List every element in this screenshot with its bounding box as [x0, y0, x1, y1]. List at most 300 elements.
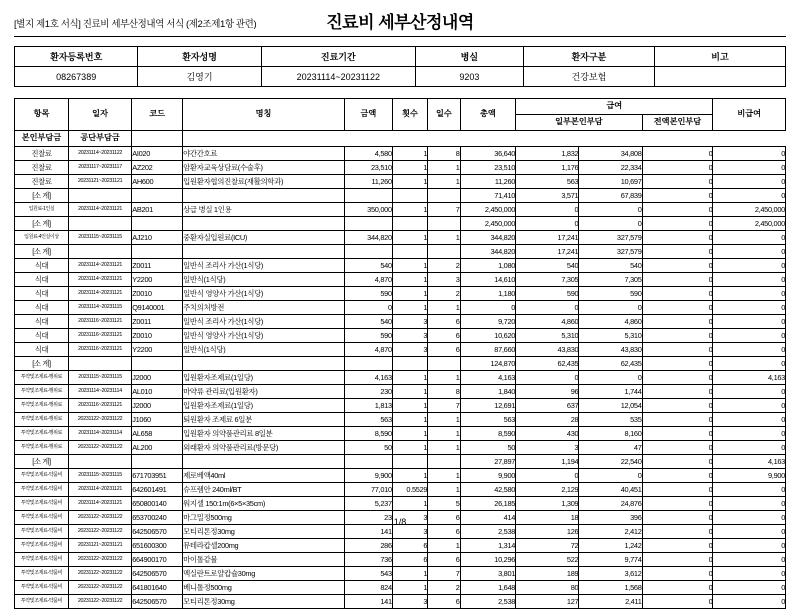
- cell-total: 1,080: [460, 259, 516, 273]
- cell-name: 입원환자협의진찰료(재활의학과): [183, 175, 345, 189]
- cell-days: 1: [428, 483, 460, 497]
- cell-item: 투약및조제료-약품비: [15, 483, 69, 497]
- subtotal-row: [15, 245, 786, 259]
- cell-days: 6: [428, 511, 460, 525]
- cell-item: 진찰료: [15, 147, 69, 161]
- cell-count: 1: [392, 259, 427, 273]
- cell-total: 36,640: [460, 147, 516, 161]
- cell-count: 3: [392, 329, 427, 343]
- table-row: [15, 469, 786, 483]
- cell-code: [132, 245, 183, 259]
- cell-item: 식대: [15, 273, 69, 287]
- cell-amount: 4,580: [344, 147, 392, 161]
- cell-name: 주치의처방전: [183, 301, 345, 315]
- cell-amount: 8,590: [344, 427, 392, 441]
- cell-days: 1: [428, 175, 460, 189]
- cell-full-self-pay: 0: [642, 343, 713, 357]
- cell-full-self-pay: 0: [642, 553, 713, 567]
- cell-name: 야간간호료: [183, 147, 345, 161]
- table-row: [15, 553, 786, 567]
- cell-days: 1: [428, 469, 460, 483]
- cell-self-pay: 0: [516, 371, 579, 385]
- cell-count: 3: [392, 525, 427, 539]
- cell-full-self-pay: 0: [642, 413, 713, 427]
- cell-code: AL200: [132, 441, 183, 455]
- cell-code: Y2200: [132, 343, 183, 357]
- cell-date: 20231117~20231117: [68, 161, 131, 175]
- cell-item: 투약및조제료-행위료: [15, 427, 69, 441]
- table-row: [15, 175, 786, 189]
- cell-non-benefit: 2,450,000: [713, 203, 786, 217]
- cell-self-pay: 126: [516, 525, 579, 539]
- cell-date: 20231114~20231121: [68, 287, 131, 301]
- cell-amount: 540: [344, 315, 392, 329]
- cell-amount: 141: [344, 525, 392, 539]
- cell-full-self-pay: 0: [642, 427, 713, 441]
- cell-date: 20231114~20231115: [68, 301, 131, 315]
- cell-total: 87,660: [460, 343, 516, 357]
- cell-count: 1: [392, 161, 427, 175]
- cell-full-self-pay: 0: [642, 441, 713, 455]
- table-row: [15, 315, 786, 329]
- cell-count: 1: [392, 441, 427, 455]
- cell-full-self-pay: 0: [642, 175, 713, 189]
- patient-info-table: [14, 46, 786, 87]
- cell-self-pay: 0: [516, 203, 579, 217]
- cell-total: 344,820: [460, 245, 516, 259]
- cell-full-self-pay: 0: [642, 287, 713, 301]
- cell-date: 20231115~20231115: [68, 231, 131, 245]
- cell-amount: 590: [344, 329, 392, 343]
- cell-count: 1: [392, 385, 427, 399]
- cell-count: 1: [392, 175, 427, 189]
- th-full-self-pay: 전액본인부담: [642, 115, 713, 131]
- cell-date: 20231122~20231122: [68, 595, 131, 609]
- cell-self-pay: 0: [516, 217, 579, 231]
- cell-date: 20231114~20231121: [68, 259, 131, 273]
- cell-date: 20231116~20231121: [68, 399, 131, 413]
- cell-total: 124,870: [460, 357, 516, 371]
- cell-count: 1: [392, 273, 427, 287]
- cell-corp-pay: 2,411: [579, 595, 642, 609]
- cell-total: 414: [460, 511, 516, 525]
- cell-amount: 11,260: [344, 175, 392, 189]
- cell-self-pay: 1,309: [516, 497, 579, 511]
- cell-count: 1: [392, 567, 427, 581]
- cell-self-pay: 18: [516, 511, 579, 525]
- cell-total: 563: [460, 413, 516, 427]
- cell-corp-pay: 5,310: [579, 329, 642, 343]
- cell-code: [132, 357, 183, 371]
- value-patient-id: 08267389: [15, 67, 138, 87]
- cell-corp-pay: 327,579: [579, 245, 642, 259]
- cell-date: 20231116~20231121: [68, 315, 131, 329]
- cell-non-benefit: 0: [713, 357, 786, 371]
- cell-non-benefit: 0: [713, 161, 786, 175]
- cell-total: 1,840: [460, 385, 516, 399]
- cell-full-self-pay: 0: [642, 315, 713, 329]
- cell-self-pay: 7,305: [516, 273, 579, 287]
- cell-corp-pay: 4,860: [579, 315, 642, 329]
- cell-count: 3: [392, 595, 427, 609]
- cell-total: 10,296: [460, 553, 516, 567]
- cell-count: 1: [392, 497, 427, 511]
- cell-item: 식대: [15, 343, 69, 357]
- cell-full-self-pay: 0: [642, 399, 713, 413]
- th-count: 횟수: [392, 99, 427, 131]
- cell-full-self-pay: 0: [642, 217, 713, 231]
- cell-date: [68, 189, 131, 203]
- table-row: [15, 497, 786, 511]
- value-patient-type: 건강보험: [523, 67, 654, 87]
- cell-item: 진찰료: [15, 175, 69, 189]
- cell-amount: [344, 189, 392, 203]
- table-row: [15, 539, 786, 553]
- cell-amount: 23: [344, 511, 392, 525]
- cell-name: 상급 병실 1인용: [183, 203, 345, 217]
- cell-item: 투약및조제료-행위료: [15, 413, 69, 427]
- cell-count: 3: [392, 315, 427, 329]
- cell-days: 1: [428, 427, 460, 441]
- cell-self-pay: 17,241: [516, 231, 579, 245]
- cell-corp-pay: 9,774: [579, 553, 642, 567]
- table-row: [15, 427, 786, 441]
- cell-self-pay: 189: [516, 567, 579, 581]
- cell-code: 664900170: [132, 553, 183, 567]
- cell-corp-pay: 0: [579, 203, 642, 217]
- cell-self-pay: 2,129: [516, 483, 579, 497]
- cell-full-self-pay: 0: [642, 525, 713, 539]
- cell-amount: 590: [344, 287, 392, 301]
- cell-name: 입원환자조제료(1일당): [183, 399, 345, 413]
- cell-corp-pay: 535: [579, 413, 642, 427]
- cell-non-benefit: 0: [713, 189, 786, 203]
- charge-rows: [15, 147, 786, 609]
- cell-total: 42,580: [460, 483, 516, 497]
- cell-non-benefit: 9,900: [713, 469, 786, 483]
- cell-name: 퇴원환자 조제료 6일분: [183, 413, 345, 427]
- cell-self-pay: 5,310: [516, 329, 579, 343]
- cell-amount: 286: [344, 539, 392, 553]
- cell-total: 11,260: [460, 175, 516, 189]
- cell-days: 1: [428, 231, 460, 245]
- cell-non-benefit: 4,163: [713, 455, 786, 469]
- cell-name: 워지셀 150:1m(6×5×35cm): [183, 497, 345, 511]
- cell-date: 20231114~20231114: [68, 385, 131, 399]
- cell-name: 멕실란트로얄캅슐30mg: [183, 567, 345, 581]
- col-patient-type: 환자구분: [523, 47, 654, 67]
- cell-days: 5: [428, 497, 460, 511]
- table-row: [15, 385, 786, 399]
- cell-non-benefit: 0: [713, 259, 786, 273]
- cell-days: 6: [428, 595, 460, 609]
- cell-name: 슈프렘안 240ml/BT: [183, 483, 345, 497]
- cell-non-benefit: 2,450,000: [713, 217, 786, 231]
- page-number: 1/8: [393, 517, 407, 527]
- cell-amount: 1,813: [344, 399, 392, 413]
- cell-name: 외래환자 의약품관리료(방문당): [183, 441, 345, 455]
- cell-code: [132, 189, 183, 203]
- table-row: [15, 343, 786, 357]
- cell-corp-pay: 0: [579, 217, 642, 231]
- cell-date: [68, 455, 131, 469]
- cell-non-benefit: 0: [713, 329, 786, 343]
- cell-non-benefit: 0: [713, 231, 786, 245]
- cell-count: 1: [392, 371, 427, 385]
- patient-header-row: [15, 47, 786, 67]
- cell-item: 식대: [15, 315, 69, 329]
- th-total: 총액: [460, 99, 516, 131]
- cell-count: 1: [392, 301, 427, 315]
- cell-amount: 0: [344, 301, 392, 315]
- cell-non-benefit: 0: [713, 539, 786, 553]
- cell-code: AI020: [132, 147, 183, 161]
- cell-date: [68, 217, 131, 231]
- cell-days: 1: [428, 301, 460, 315]
- th-self-pay-amount: 본인부담금: [15, 131, 69, 147]
- cell-full-self-pay: 0: [642, 245, 713, 259]
- cell-item: 투약및조제료-약품비: [15, 469, 69, 483]
- cell-days: [428, 455, 460, 469]
- cell-total: 9,720: [460, 315, 516, 329]
- cell-item: 식대: [15, 259, 69, 273]
- th-date: 일자: [68, 99, 131, 131]
- cell-total: 4,163: [460, 371, 516, 385]
- cell-count: 1: [392, 203, 427, 217]
- cell-days: 1: [428, 371, 460, 385]
- cell-name: 일반식 조리사 가산(1식당): [183, 315, 345, 329]
- cell-total: 3,801: [460, 567, 516, 581]
- cell-code: [132, 455, 183, 469]
- cell-amount: 77,010: [344, 483, 392, 497]
- cell-item: 투약및조제료-약품비: [15, 581, 69, 595]
- cell-total: 1,180: [460, 287, 516, 301]
- cell-total: 9,900: [460, 469, 516, 483]
- cell-full-self-pay: 0: [642, 301, 713, 315]
- cell-days: [428, 357, 460, 371]
- cell-item: 식대: [15, 287, 69, 301]
- cell-code: 642601491: [132, 483, 183, 497]
- cell-non-benefit: 0: [713, 567, 786, 581]
- cell-non-benefit: 0: [713, 343, 786, 357]
- cell-days: [428, 217, 460, 231]
- cell-count: 1: [392, 287, 427, 301]
- cell-date: 20231114~20231121: [68, 483, 131, 497]
- cell-item: 투약및조제료-약품비: [15, 595, 69, 609]
- cell-corp-pay: 1,242: [579, 539, 642, 553]
- col-patient-name: 환자성명: [138, 47, 261, 67]
- table-row: [15, 329, 786, 343]
- cell-corp-pay: 540: [579, 259, 642, 273]
- cell-name: 마그밀정500mg: [183, 511, 345, 525]
- cell-total: 14,610: [460, 273, 516, 287]
- cell-non-benefit: 0: [713, 175, 786, 189]
- cell-amount: 563: [344, 413, 392, 427]
- cell-full-self-pay: 0: [642, 539, 713, 553]
- table-row: [15, 399, 786, 413]
- cell-amount: 50: [344, 441, 392, 455]
- cell-code: AZ202: [132, 161, 183, 175]
- cell-date: 20231122~20231122: [68, 525, 131, 539]
- cell-days: 7: [428, 399, 460, 413]
- cell-date: 20231114~20231122: [68, 147, 131, 161]
- cell-total: 10,620: [460, 329, 516, 343]
- table-row: [15, 413, 786, 427]
- cell-code: 642506570: [132, 567, 183, 581]
- table-row: [15, 441, 786, 455]
- cell-non-benefit: 0: [713, 595, 786, 609]
- cell-self-pay: 1,176: [516, 161, 579, 175]
- cell-corp-pay: 67,839: [579, 189, 642, 203]
- table-row: [15, 259, 786, 273]
- cell-non-benefit: 0: [713, 553, 786, 567]
- cell-name: [183, 455, 345, 469]
- cell-total: 8,590: [460, 427, 516, 441]
- th-partial-self-pay: 일부본인부담: [516, 115, 642, 131]
- cell-count: 1: [392, 231, 427, 245]
- th-benefit: 급여: [516, 99, 713, 115]
- cell-corp-pay: 0: [579, 469, 642, 483]
- cell-code: AL658: [132, 427, 183, 441]
- cell-corp-pay: 0: [579, 301, 642, 315]
- cell-self-pay: 3,571: [516, 189, 579, 203]
- cell-date: 20231114~20231114: [68, 427, 131, 441]
- cell-code: AJ210: [132, 231, 183, 245]
- cell-full-self-pay: 0: [642, 581, 713, 595]
- cell-days: 6: [428, 553, 460, 567]
- cell-code: AB201: [132, 203, 183, 217]
- cell-days: 1: [428, 161, 460, 175]
- cell-full-self-pay: 0: [642, 259, 713, 273]
- cell-amount: [344, 357, 392, 371]
- cell-date: 20231122~20231122: [68, 567, 131, 581]
- cell-item: 투약및조제료-약품비: [15, 567, 69, 581]
- cell-self-pay: 430: [516, 427, 579, 441]
- cell-corp-pay: 1,744: [579, 385, 642, 399]
- cell-code: J2000: [132, 371, 183, 385]
- cell-date: [68, 245, 131, 259]
- cell-count: 1: [392, 469, 427, 483]
- cell-days: [428, 245, 460, 259]
- cell-name: 모티리톤정30mg: [183, 525, 345, 539]
- cell-self-pay: 4,860: [516, 315, 579, 329]
- cell-item: 투약및조제료-약품비: [15, 539, 69, 553]
- cell-non-benefit: 0: [713, 483, 786, 497]
- cell-code: [132, 217, 183, 231]
- table-row: [15, 203, 786, 217]
- cell-total: 2,450,000: [460, 203, 516, 217]
- table-row: [15, 161, 786, 175]
- cell-amount: 543: [344, 567, 392, 581]
- cell-name: 일반식(1식당): [183, 343, 345, 357]
- table-row: [15, 287, 786, 301]
- cell-item: 투약및조제료-약품비: [15, 525, 69, 539]
- cell-count: 3: [392, 343, 427, 357]
- cell-full-self-pay: 0: [642, 357, 713, 371]
- cell-self-pay: 1,194: [516, 455, 579, 469]
- cell-item: [소 계]: [15, 455, 69, 469]
- cell-corp-pay: 3,612: [579, 567, 642, 581]
- cell-amount: 4,870: [344, 273, 392, 287]
- th-amount: 금액: [344, 99, 392, 131]
- cell-date: 20231122~20231122: [68, 413, 131, 427]
- cell-non-benefit: 0: [713, 385, 786, 399]
- th-non-benefit: 비급여: [713, 99, 786, 131]
- cell-corp-pay: 22,540: [579, 455, 642, 469]
- cell-date: 20231122~20231122: [68, 441, 131, 455]
- cell-full-self-pay: 0: [642, 483, 713, 497]
- cell-count: [392, 217, 427, 231]
- cell-corp-pay: 8,160: [579, 427, 642, 441]
- cell-full-self-pay: 0: [642, 203, 713, 217]
- cell-full-self-pay: 0: [642, 497, 713, 511]
- cell-corp-pay: 40,451: [579, 483, 642, 497]
- cell-days: 1: [428, 413, 460, 427]
- cell-count: [392, 357, 427, 371]
- cell-name: 중환자실입원료(ICU): [183, 231, 345, 245]
- cell-count: 1: [392, 413, 427, 427]
- cell-date: [68, 357, 131, 371]
- cell-name: 입원환자조제료(1일당): [183, 371, 345, 385]
- table-row: [15, 567, 786, 581]
- cell-full-self-pay: 0: [642, 595, 713, 609]
- cell-code: Y2200: [132, 273, 183, 287]
- th-code: 코드: [132, 99, 183, 131]
- cell-name: 일반식 조리사 가산(1식당): [183, 259, 345, 273]
- cell-name: [183, 189, 345, 203]
- cell-self-pay: 72: [516, 539, 579, 553]
- cell-item: 투약및조제료-약품비: [15, 553, 69, 567]
- cell-full-self-pay: 0: [642, 189, 713, 203]
- cell-total: 27,897: [460, 455, 516, 469]
- cell-corp-pay: 1,568: [579, 581, 642, 595]
- table-row: [15, 147, 786, 161]
- cell-corp-pay: 22,334: [579, 161, 642, 175]
- cell-total: 2,538: [460, 525, 516, 539]
- cell-days: [428, 189, 460, 203]
- cell-code: AH600: [132, 175, 183, 189]
- cell-non-benefit: 0: [713, 511, 786, 525]
- cell-count: 1: [392, 147, 427, 161]
- cell-code: Z0011: [132, 259, 183, 273]
- table-row: [15, 581, 786, 595]
- cell-count: 1: [392, 427, 427, 441]
- cell-corp-pay: 7,305: [579, 273, 642, 287]
- cell-code: 650800140: [132, 497, 183, 511]
- cell-self-pay: 637: [516, 399, 579, 413]
- header-divider: [14, 36, 786, 37]
- table-row: [15, 231, 786, 245]
- table-row: [15, 301, 786, 315]
- th-days: 일수: [428, 99, 460, 131]
- cell-item: [소 계]: [15, 217, 69, 231]
- cell-self-pay: 522: [516, 553, 579, 567]
- cell-days: 2: [428, 581, 460, 595]
- subtotal-row: [15, 357, 786, 371]
- cell-date: 20231116~20231121: [68, 343, 131, 357]
- cell-date: 20231114~20231121: [68, 203, 131, 217]
- cell-item: 입원료-4인실이상: [15, 231, 69, 245]
- table-row: [15, 371, 786, 385]
- cell-amount: 4,870: [344, 343, 392, 357]
- cell-item: [소 계]: [15, 245, 69, 259]
- value-patient-name: 김영기: [138, 67, 261, 87]
- cell-days: 1: [428, 539, 460, 553]
- cell-non-benefit: 0: [713, 581, 786, 595]
- cell-name: 마약류 관리료(입원환자): [183, 385, 345, 399]
- cell-days: 8: [428, 385, 460, 399]
- cell-self-pay: 127: [516, 595, 579, 609]
